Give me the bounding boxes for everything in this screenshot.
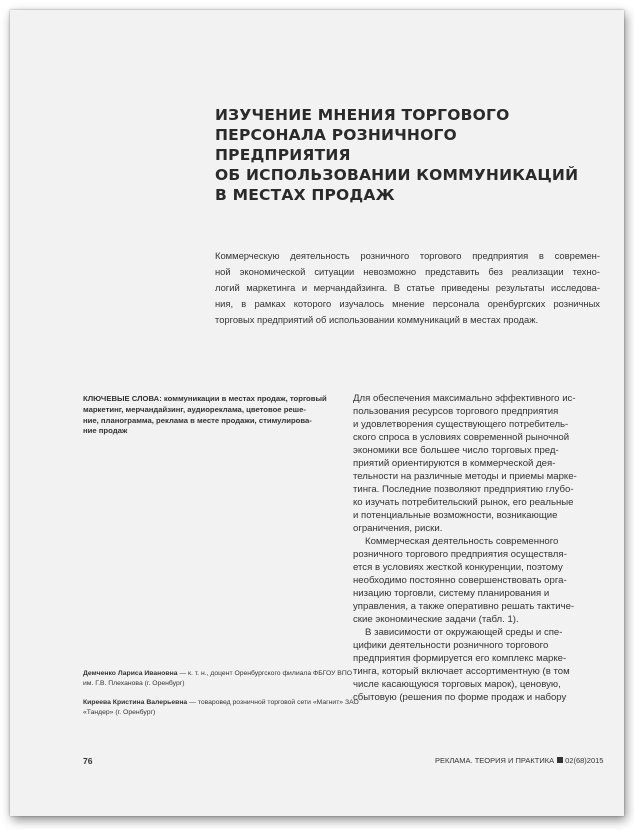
title-line: В МЕСТАХ ПРОДАЖ [215,186,395,204]
body-line: розничного торгового предприятия осуществля- [353,549,567,560]
page-number: 76 [83,756,93,766]
body-line: ские экономические задачи (табл. 1). [353,614,519,625]
body-line: В зависимости от окружающей среды и спе- [365,627,563,638]
body-line: ского спроса в условиях современной рыночной [353,432,570,443]
author-affiliation: — товаровед розничной торговой сети «Магнит» ЗАО [187,699,359,706]
author-name: Киреева Кристина Валерьевна [83,699,188,706]
body-line: ется в условиях жесткой конкуренции, поэтому [353,562,563,573]
square-separator-icon [557,757,563,763]
body-line: ограничения, риски. [353,523,443,534]
body-text-column [353,392,603,704]
author-affiliation: — к. т. н., доцент Оренбургского филиала ФБГОУ ВПО [177,670,353,677]
title-line: ОБ ИСПОЛЬЗОВАНИИ КОММУНИКАЦИЙ [215,166,579,184]
body-line: экономики все большее число торговых пред- [353,445,559,456]
keywords-line: ние продаж [83,426,128,436]
body-line: низацию торговли, систему планирования и [353,588,550,599]
title-line: ИЗУЧЕНИЕ МНЕНИЯ ТОРГОВОГО [215,106,510,124]
journal-issue: 02(68)2015 [565,756,604,765]
body-line: тинга. Последние позволяют предприятию глубо- [353,484,574,495]
body-line: тинга, который включает ассортиментную (в том [353,666,570,677]
abstract-line: Коммерческую деятельность розничного торгового предприятия в современ- [215,250,600,261]
title-line: ПЕРСОНАЛА РОЗНИЧНОГО ПРЕДПРИЯТИЯ [215,126,457,164]
author-affiliation: «Тандер» (г. Оренбург) [83,709,156,716]
body-line: и удовлетворения существующего потребитель- [353,419,569,430]
body-line: тельности на различные методы и приемы марке- [353,471,577,482]
keywords-line: ние, планограмма, реклама в месте продажи, стимулирова- [83,415,312,425]
body-line: сбытовую (решения по форме продаж и набору [353,692,567,703]
article-title [215,105,595,205]
body-line: Для обеспечения максимально эффективного ис- [353,393,576,404]
abstract [215,248,600,328]
body-line: ко изучать потребительский рынок, его реальные [353,497,574,508]
keywords-line: маркетинг, мерчандайзинг, аудиореклама, цветовое реше- [83,404,306,414]
keywords-line: КЛЮЧЕВЫЕ СЛОВА: коммуникации в местах продаж, торговый [83,394,327,403]
body-line: пользования ресурсов торгового предприятия [353,406,559,417]
abstract-line: ния, в рамках которого изучалось мнение персонала оренбургских розничных [215,298,600,309]
body-line: Коммерческая деятельность современного [365,536,559,547]
author-info [83,698,359,718]
body-line: предприятия формируется его комплекс марке- [353,653,567,664]
body-line: управления, а также оперативно решать тактиче- [353,601,575,612]
journal-footer [435,756,603,765]
abstract-line: ной экономической ситуации невозможно представить без реализации техно- [215,266,600,277]
abstract-line: логий маркетинга и мерчандайзинга. В статье приведены результаты исследова- [215,282,600,293]
body-line: числе касающуюся торговых марок), ценовую, [353,679,561,690]
author-info [83,669,353,689]
body-line: необходимо постоянно совершенствовать орга- [353,575,567,586]
author-affiliation: им. Г.В. Плеханова (г. Оренбург) [83,680,185,687]
body-line: цифики деятельности розничного торгового [353,640,549,651]
author-name: Демченко Лариса Ивановна [83,670,178,677]
abstract-line: торговых предприятий об использовании коммуникаций в местах продаж. [215,314,539,325]
keywords-block [83,394,333,437]
body-line: приятий ориентируются в коммерческой дея- [353,458,556,469]
body-line: и потенциальные возможности, возникающие [353,510,558,521]
page-sheet [10,10,624,816]
journal-name: РЕКЛАМА. ТЕОРИЯ И ПРАКТИКА [435,756,555,765]
